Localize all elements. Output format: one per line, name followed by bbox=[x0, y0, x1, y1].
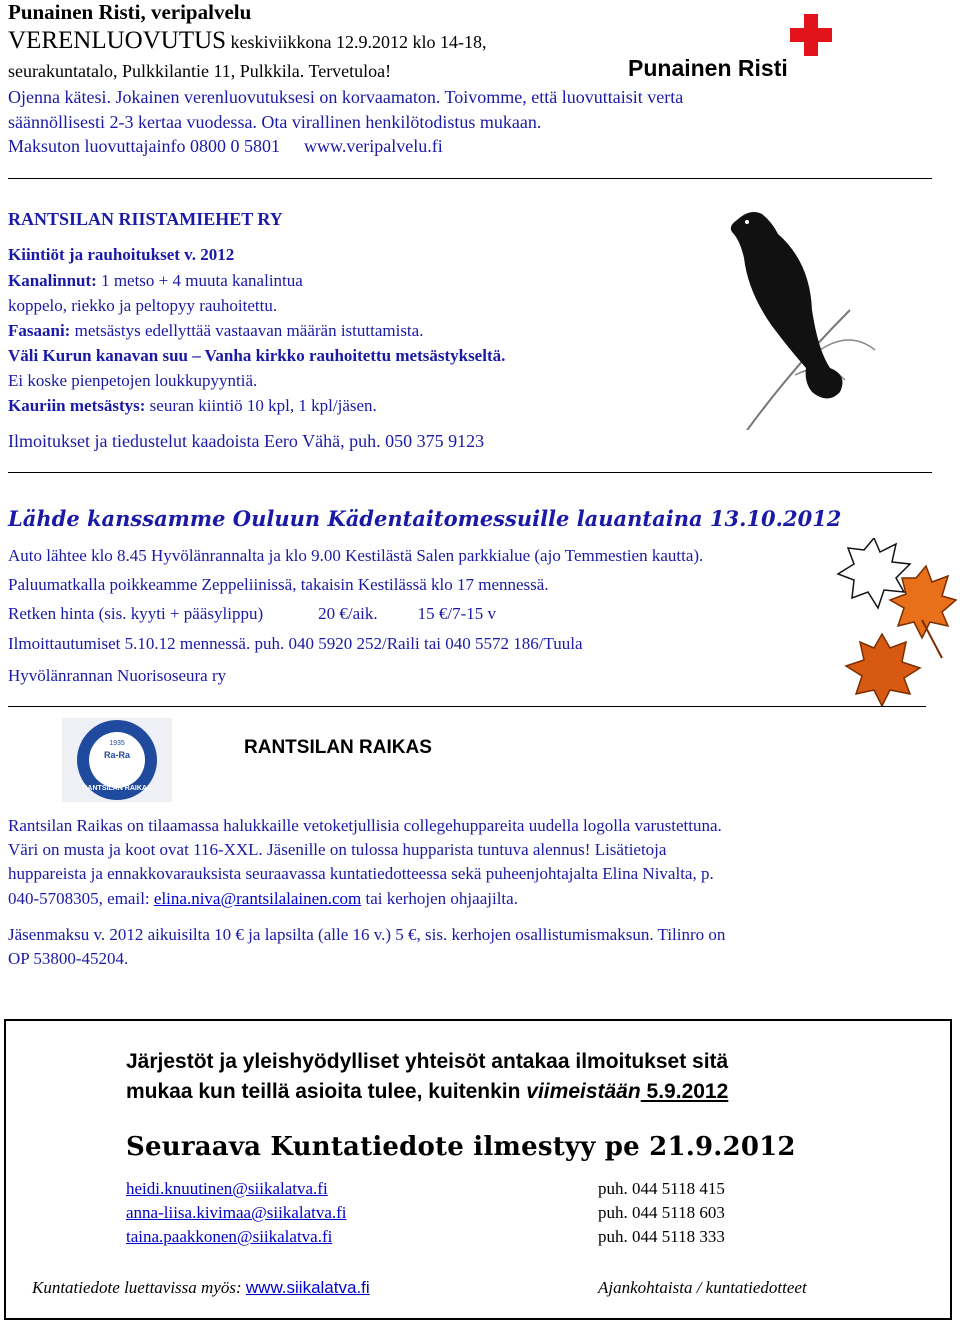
hunting-line2: koppelo, riekko ja peltopyy rauhoitettu. bbox=[8, 296, 278, 315]
footer-right: Ajankohtaista / kuntatiedotteet bbox=[598, 1278, 807, 1297]
contact-email-3[interactable]: taina.paakkonen@siikalatva.fi bbox=[126, 1227, 333, 1246]
svg-text:RANTSILAN RAIKAS: RANTSILAN RAIKAS bbox=[82, 785, 152, 792]
raikas-logo bbox=[62, 718, 172, 802]
leaf-icon bbox=[890, 566, 956, 638]
hunting-contact: Ilmoitukset ja tiedustelut kaadoista Eero Vähä, puh. 050 375 9123 bbox=[8, 431, 485, 451]
footer-left: Kuntatiedote luettavissa myös: www.siikalatva.fi bbox=[32, 1278, 370, 1297]
header-line3: seurakuntatalo, Pulkkilantie 11, Pulkkila. Tervetuloa! bbox=[8, 61, 392, 81]
raikas-p1-l4: 040-5708305, email: elina.niva@rantsilalainen.com tai kerhojen ohjaajilta. bbox=[8, 889, 518, 908]
hunting-line4: Väli Kurun kanavan suu – Vanha kirkko rauhoitettu metsästykseltä. bbox=[8, 346, 506, 365]
divider bbox=[8, 706, 926, 707]
autumn-leaves-image bbox=[824, 538, 958, 706]
siikalatva-link[interactable]: www.siikalatva.fi bbox=[245, 1278, 370, 1297]
raikas-p1-l1: Rantsilan Raikas on tilaamassa halukkaille vetoketjullisia collegehuppareita uudella logolla varustettuna. bbox=[8, 816, 722, 835]
svg-text:Ra-Ra: Ra-Ra bbox=[103, 750, 131, 760]
header-line2 bbox=[8, 27, 487, 55]
trip-line2: Paluumatkalla poikkeamme Zeppeliinissä, takaisin Kestilässä klo 17 mennessä. bbox=[8, 575, 549, 594]
trip-line3: Retken hinta (sis. kyyti + pääsylippu) 20 €/aik. 15 €/7-15 v bbox=[8, 604, 496, 623]
hunting-line6: Kauriin metsästys: seuran kiintiö 10 kpl, 1 kpl/jäsen. bbox=[8, 396, 377, 415]
hunting-line1: Kanalinnut: 1 metso + 4 muuta kanalintua bbox=[8, 271, 303, 290]
quota-title: Kiintiöt ja rauhoitukset v. 2012 bbox=[8, 245, 235, 264]
next-issue: Seuraava Kuntatiedote ilmestyy pe 21.9.2012 bbox=[126, 1132, 796, 1162]
trip-line4: Ilmoittautumiset 5.10.12 mennessä. puh. 040 5920 252/Raili tai 040 5572 186/Tuula bbox=[8, 634, 583, 653]
raikas-p2-l1: Jäsenmaksu v. 2012 aikuisilta 10 € ja lapsilta (alle 16 v.) 5 €, sis. kerhojen osallistumismaksun. Tilinro on bbox=[8, 925, 726, 944]
header-title: VERENLUOVUTUS bbox=[8, 27, 227, 54]
raikas-p2-l2: OP 53800-45204. bbox=[8, 949, 129, 968]
trip-title: Lähde kanssamme Ouluun Kädentaitomessuille lauantaina 13.10.2012 bbox=[8, 506, 842, 531]
divider bbox=[8, 178, 932, 179]
grouse-image bbox=[700, 200, 930, 430]
notice-line1: Järjestöt ja yleishyödylliset yhteisöt antakaa ilmoitukset sitä bbox=[126, 1050, 729, 1073]
notice-line2: mukaa kun teillä asioita tulee, kuitenkin viimeistään 5.9.2012 bbox=[126, 1080, 729, 1103]
red-cross-logo bbox=[626, 12, 836, 80]
grouse-body bbox=[731, 212, 843, 399]
header-line5: säännöllisesti 2-3 kertaa vuodessa. Ota virallinen henkilötodistus mukaan. bbox=[8, 112, 542, 132]
contact-email-1[interactable]: heidi.knuutinen@siikalatva.fi bbox=[126, 1179, 328, 1198]
header-date: keskiviikkona 12.9.2012 klo 14-18, bbox=[226, 32, 487, 52]
contact-phone-1: puh. 044 5118 415 bbox=[598, 1179, 725, 1198]
contact-phone-3: puh. 044 5118 333 bbox=[598, 1227, 725, 1246]
contact-phone-2: puh. 044 5118 603 bbox=[598, 1203, 725, 1222]
contact-email-2[interactable]: anna-liisa.kivimaa@siikalatva.fi bbox=[126, 1203, 347, 1222]
email-link[interactable]: elina.niva@rantsilalainen.com bbox=[153, 889, 362, 908]
raikas-p1-l2: Väri on musta ja koot ovat 116-XXL. Jäsenille on tulossa hupparista tuntuva alennus! Lisätietoja bbox=[8, 840, 667, 859]
hunting-title: RANTSILAN RIISTAMIEHET RY bbox=[8, 209, 283, 229]
red-cross-icon bbox=[790, 14, 832, 56]
header-line4: Ojenna kätesi. Jokainen verenluovutuksesi on korvaamaton. Toivomme, että luovuttaisit verta bbox=[8, 87, 684, 107]
veripalvelu-link[interactable]: www.veripalvelu.fi bbox=[303, 136, 443, 156]
leaf-icon bbox=[846, 634, 920, 706]
raikas-title: RANTSILAN RAIKAS bbox=[244, 737, 432, 758]
hunting-line5: Ei koske pienpetojen loukkupyyntiä. bbox=[8, 371, 258, 390]
red-cross-logo-text: Punainen Risti bbox=[628, 55, 788, 80]
donor-info: Maksuton luovuttajainfo 0800 0 5801 bbox=[8, 136, 280, 156]
svg-text:1935: 1935 bbox=[109, 740, 125, 747]
hunting-line3: Fasaani: metsästys edellyttää vastaavan määrän istuttamista. bbox=[8, 321, 424, 340]
divider bbox=[8, 472, 932, 473]
raikas-p1-l3: huppareista ja ennakkovarauksista seuraavassa kuntatiedotteessa sekä puheenjohtajalta Elina Nivalta, p. bbox=[8, 864, 714, 883]
trip-line5: Hyvölänrannan Nuorisoseura ry bbox=[8, 666, 227, 685]
header-line1: Punainen Risti, veripalvelu bbox=[8, 0, 252, 24]
trip-line1: Auto lähtee klo 8.45 Hyvölänrannalta ja klo 9.00 Kestilästä Salen parkkialue (ajo Temmestien kautta). bbox=[8, 546, 704, 565]
header-line6 bbox=[8, 136, 443, 157]
